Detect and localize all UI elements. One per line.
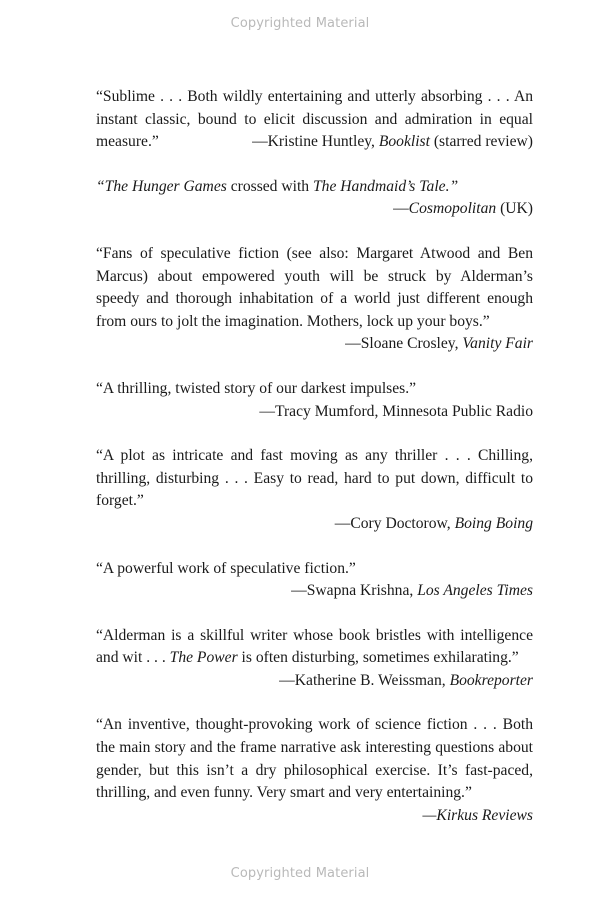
author-name: Tracy Mumford, Minnesota Public Radio bbox=[274, 402, 533, 420]
blurb-attribution: —Tracy Mumford, Minnesota Public Radio bbox=[259, 402, 533, 420]
copyright-watermark-bottom: Copyrighted Material bbox=[230, 866, 370, 881]
blurb-kirkus bbox=[96, 714, 533, 824]
source-note: (UK) bbox=[496, 200, 533, 218]
author-name: Kristine Huntley, bbox=[267, 133, 379, 151]
blurb-attribution: —Sloane Crosley, Vanity Fair bbox=[345, 335, 533, 353]
source-name: Kirkus Reviews bbox=[436, 806, 533, 824]
blurb-quote: “Alderman is a skillful writer whose book bristles with intelligence and wit . . . The Power is often disturbing, sometimes exhilarating.” bbox=[96, 626, 533, 667]
book-title: The Power bbox=[169, 649, 238, 667]
blurb-boing-boing bbox=[96, 445, 533, 535]
blurb-quote: “Fans of speculative fiction (see also: Margaret Atwood and Ben Marcus) about empowered youth will be struck by Alderman’s speedy and thorough inhabitation of a world just different enough from ours to jolt the imagination. Mothers, lock up your boys.” bbox=[96, 244, 533, 330]
blurb-vanity-fair bbox=[96, 243, 533, 356]
blurb-quote bbox=[96, 714, 533, 824]
praise-blurbs bbox=[96, 86, 533, 827]
quote-text: “An inventive, thought-provoking work of science fiction . . . Both the main story and the frame narrative ask interesting questions about gender, but this isn’t a dry philosophical exercise. It’s fast-paced, thrilling, and even funny. Very smart and very entertaining.” bbox=[96, 716, 533, 802]
quote-text: “Sublime . . . Both wildly entertaining and utterly absorbing . . . An instant classic, bound to elicit discussion and admiration in equal measure.” bbox=[96, 88, 533, 151]
author-name: Katherine B. Weissman, bbox=[294, 671, 450, 689]
author-name: Sloane Crosley, bbox=[360, 335, 463, 353]
blurb-quote: “A thrilling, twisted story of our darkest impulses.” bbox=[96, 379, 417, 397]
blurb-cosmopolitan bbox=[96, 176, 533, 221]
blurb-bookreporter bbox=[96, 625, 533, 693]
source-name: Los Angeles Times bbox=[417, 582, 533, 600]
blurb-attribution: —Kristine Huntley, Booklist (starred review) bbox=[252, 133, 533, 151]
source-name: Vanity Fair bbox=[462, 335, 533, 353]
source-name: Cosmopolitan bbox=[408, 200, 497, 218]
blurb-quote: “A powerful work of speculative fiction.” bbox=[96, 559, 356, 577]
source-name: Bookreporter bbox=[449, 671, 533, 689]
blurb-quote bbox=[96, 86, 533, 154]
blurb-mpr bbox=[96, 378, 533, 423]
blurb-la-times bbox=[96, 558, 533, 603]
blurb-attribution: —Cosmopolitan (UK) bbox=[393, 200, 533, 218]
source-name: Boing Boing bbox=[454, 514, 533, 532]
copyright-watermark-top: Copyrighted Material bbox=[230, 16, 370, 31]
source-note: (starred review) bbox=[429, 133, 533, 151]
source-name: Booklist bbox=[378, 133, 430, 151]
blurb-attribution: —Kirkus Reviews bbox=[422, 806, 533, 824]
blurb-attribution: —Cory Doctorow, Boing Boing bbox=[334, 514, 533, 532]
blurb-attribution: —Katherine B. Weissman, Bookreporter bbox=[279, 671, 533, 689]
blurb-booklist bbox=[96, 86, 533, 154]
blurb-quote: “The Hunger Games crossed with The Handmaid’s Tale.” bbox=[96, 177, 459, 195]
blurb-quote: “A plot as intricate and fast moving as any thriller . . . Chilling, thrilling, disturbing . . . Easy to read, hard to put down, difficult to forget.” bbox=[96, 447, 533, 510]
author-name: Swapna Krishna, bbox=[306, 582, 418, 600]
author-name: Cory Doctorow, bbox=[350, 514, 455, 532]
blurb-attribution: —Swapna Krishna, Los Angeles Times bbox=[291, 582, 533, 600]
